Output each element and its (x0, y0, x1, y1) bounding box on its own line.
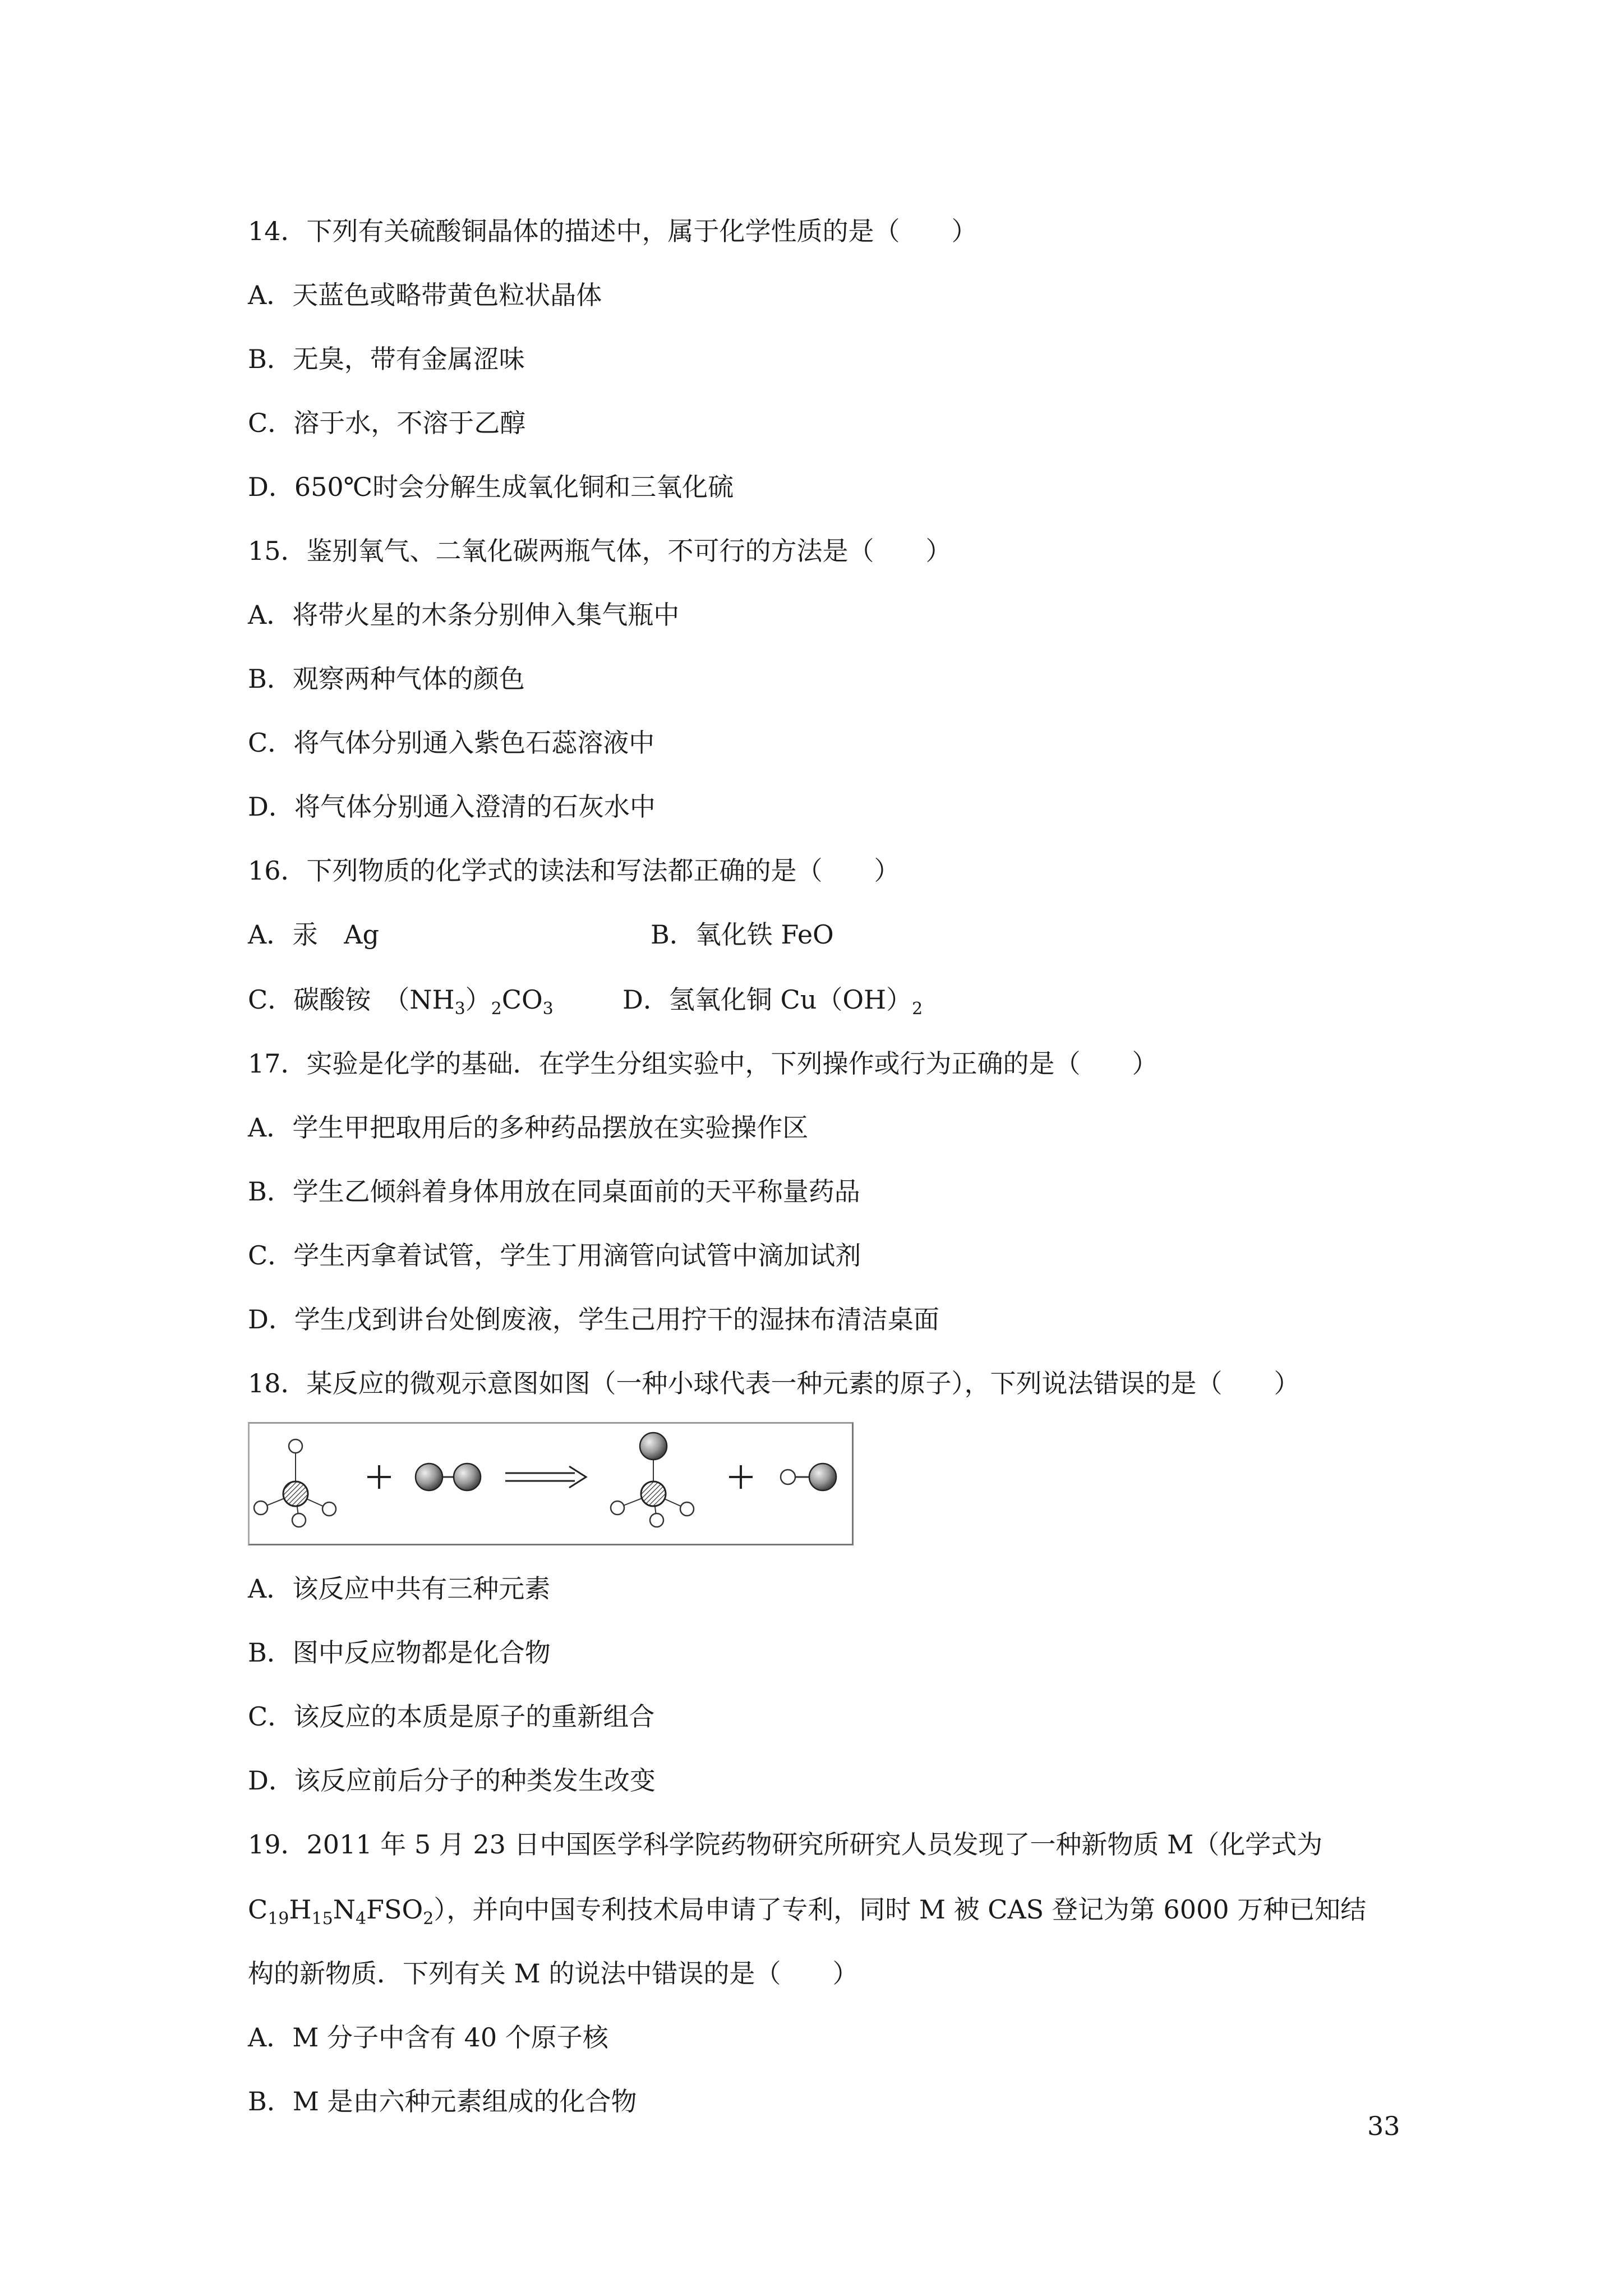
q17-option-b: B．学生乙倾斜着身体用放在同桌面前的天平称量药品 (248, 1176, 860, 1207)
q14-option-c: C．溶于水，不溶于乙醇 (248, 408, 526, 438)
q19-stem-line2: $C_{19}H_{15}N_4FSO_2$），并向中国专利技术局申请了专利，同时 M 被 CAS 登记为第 6000 万种已知结 (248, 1894, 1367, 1929)
q18-stem: 18．某反应的微观示意图如图（一种小球代表一种元素的原子），下列说法错误的是（ ） (248, 1368, 1300, 1398)
q15-option-d: D．将气体分别通入澄清的石灰水中 (248, 792, 656, 822)
q18-option-a: A．该反应中共有三种元素 (248, 1573, 551, 1604)
q14-option-b: B．无臭，带有金属涩味 (248, 344, 525, 374)
q18-option-d: D．该反应前后分子的种类发生改变 (248, 1765, 656, 1796)
q17-option-c: C．学生丙拿着试管，学生丁用滴管向试管中滴加试剂 (248, 1240, 861, 1271)
q19-stem-line1: 19．2011 年 5 月 23 日中国医学科学院药物研究所研究人员发现了一种新物质 M（化学式为 (248, 1829, 1323, 1860)
product-molecule-2 (781, 1464, 836, 1490)
q17-stem: 17．实验是化学的基础．在学生分组实验中，下列操作或行为正确的是（ ） (248, 1048, 1158, 1079)
reactant-molecule-2 (416, 1464, 481, 1490)
q19-option-a: A．M 分子中含有 40 个原子核 (248, 2022, 608, 2053)
reaction-svg (250, 1424, 852, 1544)
q19-stem-line3: 构的新物质．下列有关 M 的说法中错误的是（ ） (248, 1958, 859, 1989)
q16-stem: 16．下列物质的化学式的读法和写法都正确的是（ ） (248, 855, 900, 886)
q15-option-b: B．观察两种气体的颜色 (248, 664, 525, 694)
q15-stem: 15．鉴别氧气、二氧化碳两瓶气体，不可行的方法是（ ） (248, 536, 952, 566)
q14-option-a: A．天蓝色或略带黄色粒状晶体 (248, 280, 602, 310)
q17-option-d: D．学生戊到讲台处倒废液，学生己用拧干的湿抹布清洁桌面 (248, 1304, 939, 1335)
q19-option-b: B．M 是由六种元素组成的化合物 (248, 2086, 637, 2116)
q15-option-a: A．将带火星的木条分别伸入集气瓶中 (248, 600, 680, 630)
reaction-diagram (248, 1422, 854, 1545)
product-molecule-1 (611, 1433, 694, 1527)
q16-option-c: C．碳酸铵 $(NH_3)_2CO_3$ (248, 984, 554, 1019)
q14-stem: 14．下列有关硫酸铜晶体的描述中，属于化学性质的是（ ） (248, 216, 978, 246)
q16-option-b: B．氧化铁 FeO (651, 919, 834, 950)
q18-option-b: B．图中反应物都是化合物 (248, 1637, 551, 1668)
plus-sign-1 (367, 1465, 391, 1489)
q16-option-d: D．氢氧化铜 $Cu(OH)_2$ (623, 984, 923, 1019)
q14-option-d: D．650℃时会分解生成氧化铜和三氧化硫 (248, 472, 734, 502)
reaction-arrow (505, 1466, 586, 1488)
q15-option-c: C．将气体分别通入紫色石蕊溶液中 (248, 728, 655, 758)
q18-option-c: C．该反应的本质是原子的重新组合 (248, 1701, 655, 1732)
reactant-molecule-1 (254, 1439, 336, 1527)
q17-option-a: A．学生甲把取用后的多种药品摆放在实验操作区 (248, 1112, 809, 1143)
page-number: 33 (1367, 2111, 1400, 2141)
plus-sign-2 (729, 1465, 753, 1489)
q16-option-a: A．汞 Ag (248, 919, 379, 950)
